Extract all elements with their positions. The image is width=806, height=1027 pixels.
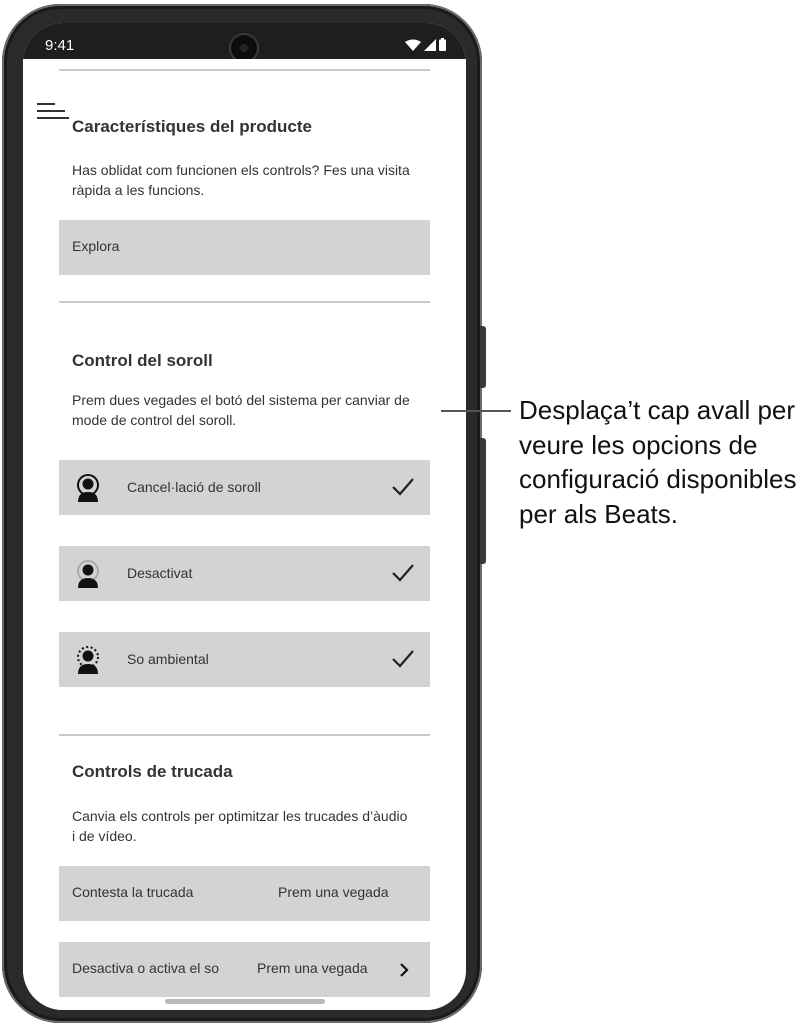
mute-unmute-label: Desactiva o activa el so — [72, 960, 220, 976]
status-bar — [23, 23, 466, 59]
side-button — [480, 326, 486, 388]
front-camera-icon — [231, 35, 257, 61]
checkmark-icon — [391, 477, 415, 497]
noise-control-description: Prem dues vegades el botó del sistema per canviar de mode de control del soroll. — [72, 392, 410, 428]
status-time: 9:41 — [45, 37, 75, 54]
explore-label: Explora — [72, 238, 120, 254]
product-features-title: Característiques del producte — [72, 117, 312, 136]
answer-call-value: Prem una vegada — [278, 884, 389, 900]
section-divider — [59, 734, 430, 736]
product-features-description: Has oblidat com funcionen els controls? Fes una visita ràpida a les funcions. — [72, 162, 410, 198]
menu-icon[interactable] — [37, 103, 69, 125]
section-divider — [59, 69, 430, 71]
status-icons — [405, 37, 446, 51]
chevron-right-icon — [398, 961, 410, 979]
answer-call-row[interactable] — [59, 866, 430, 921]
home-indicator[interactable] — [165, 999, 325, 1004]
mute-unmute-row[interactable] — [59, 942, 430, 997]
side-button — [480, 438, 486, 564]
section-divider — [59, 301, 430, 303]
noise-control-title: Control del soroll — [72, 351, 213, 370]
callout-text: Desplaça’t cap avall per veure les opcions de configuració disponibles per als Beats. — [519, 395, 797, 529]
callout-line — [441, 410, 511, 412]
checkmark-icon — [391, 563, 415, 583]
mute-unmute-value: Prem una vegada — [257, 960, 368, 976]
settings-content[interactable] — [23, 59, 466, 1010]
call-controls-title: Controls de trucada — [72, 762, 233, 781]
wifi-icon — [405, 39, 421, 51]
checkmark-icon — [391, 649, 415, 669]
noise-mode-label: So ambiental — [127, 651, 209, 667]
noise-mode-option[interactable] — [59, 460, 430, 515]
ambient-sound-icon — [75, 646, 101, 674]
noise-mode-option[interactable] — [59, 546, 430, 601]
call-controls-description: Canvia els controls per optimitzar les trucades d’àudio i de vídeo. — [72, 808, 408, 844]
noise-mode-option[interactable] — [59, 632, 430, 687]
noise-cancellation-icon — [75, 474, 101, 502]
battery-icon — [439, 38, 446, 51]
answer-call-label: Contesta la trucada — [72, 884, 194, 900]
noise-off-icon — [75, 560, 101, 588]
noise-mode-label: Cancel·lació de soroll — [127, 479, 261, 495]
noise-mode-label: Desactivat — [127, 565, 193, 581]
phone-screen — [23, 23, 466, 1010]
explore-button[interactable] — [59, 220, 430, 275]
phone-frame — [2, 4, 482, 1023]
cellular-signal-icon — [424, 39, 436, 51]
